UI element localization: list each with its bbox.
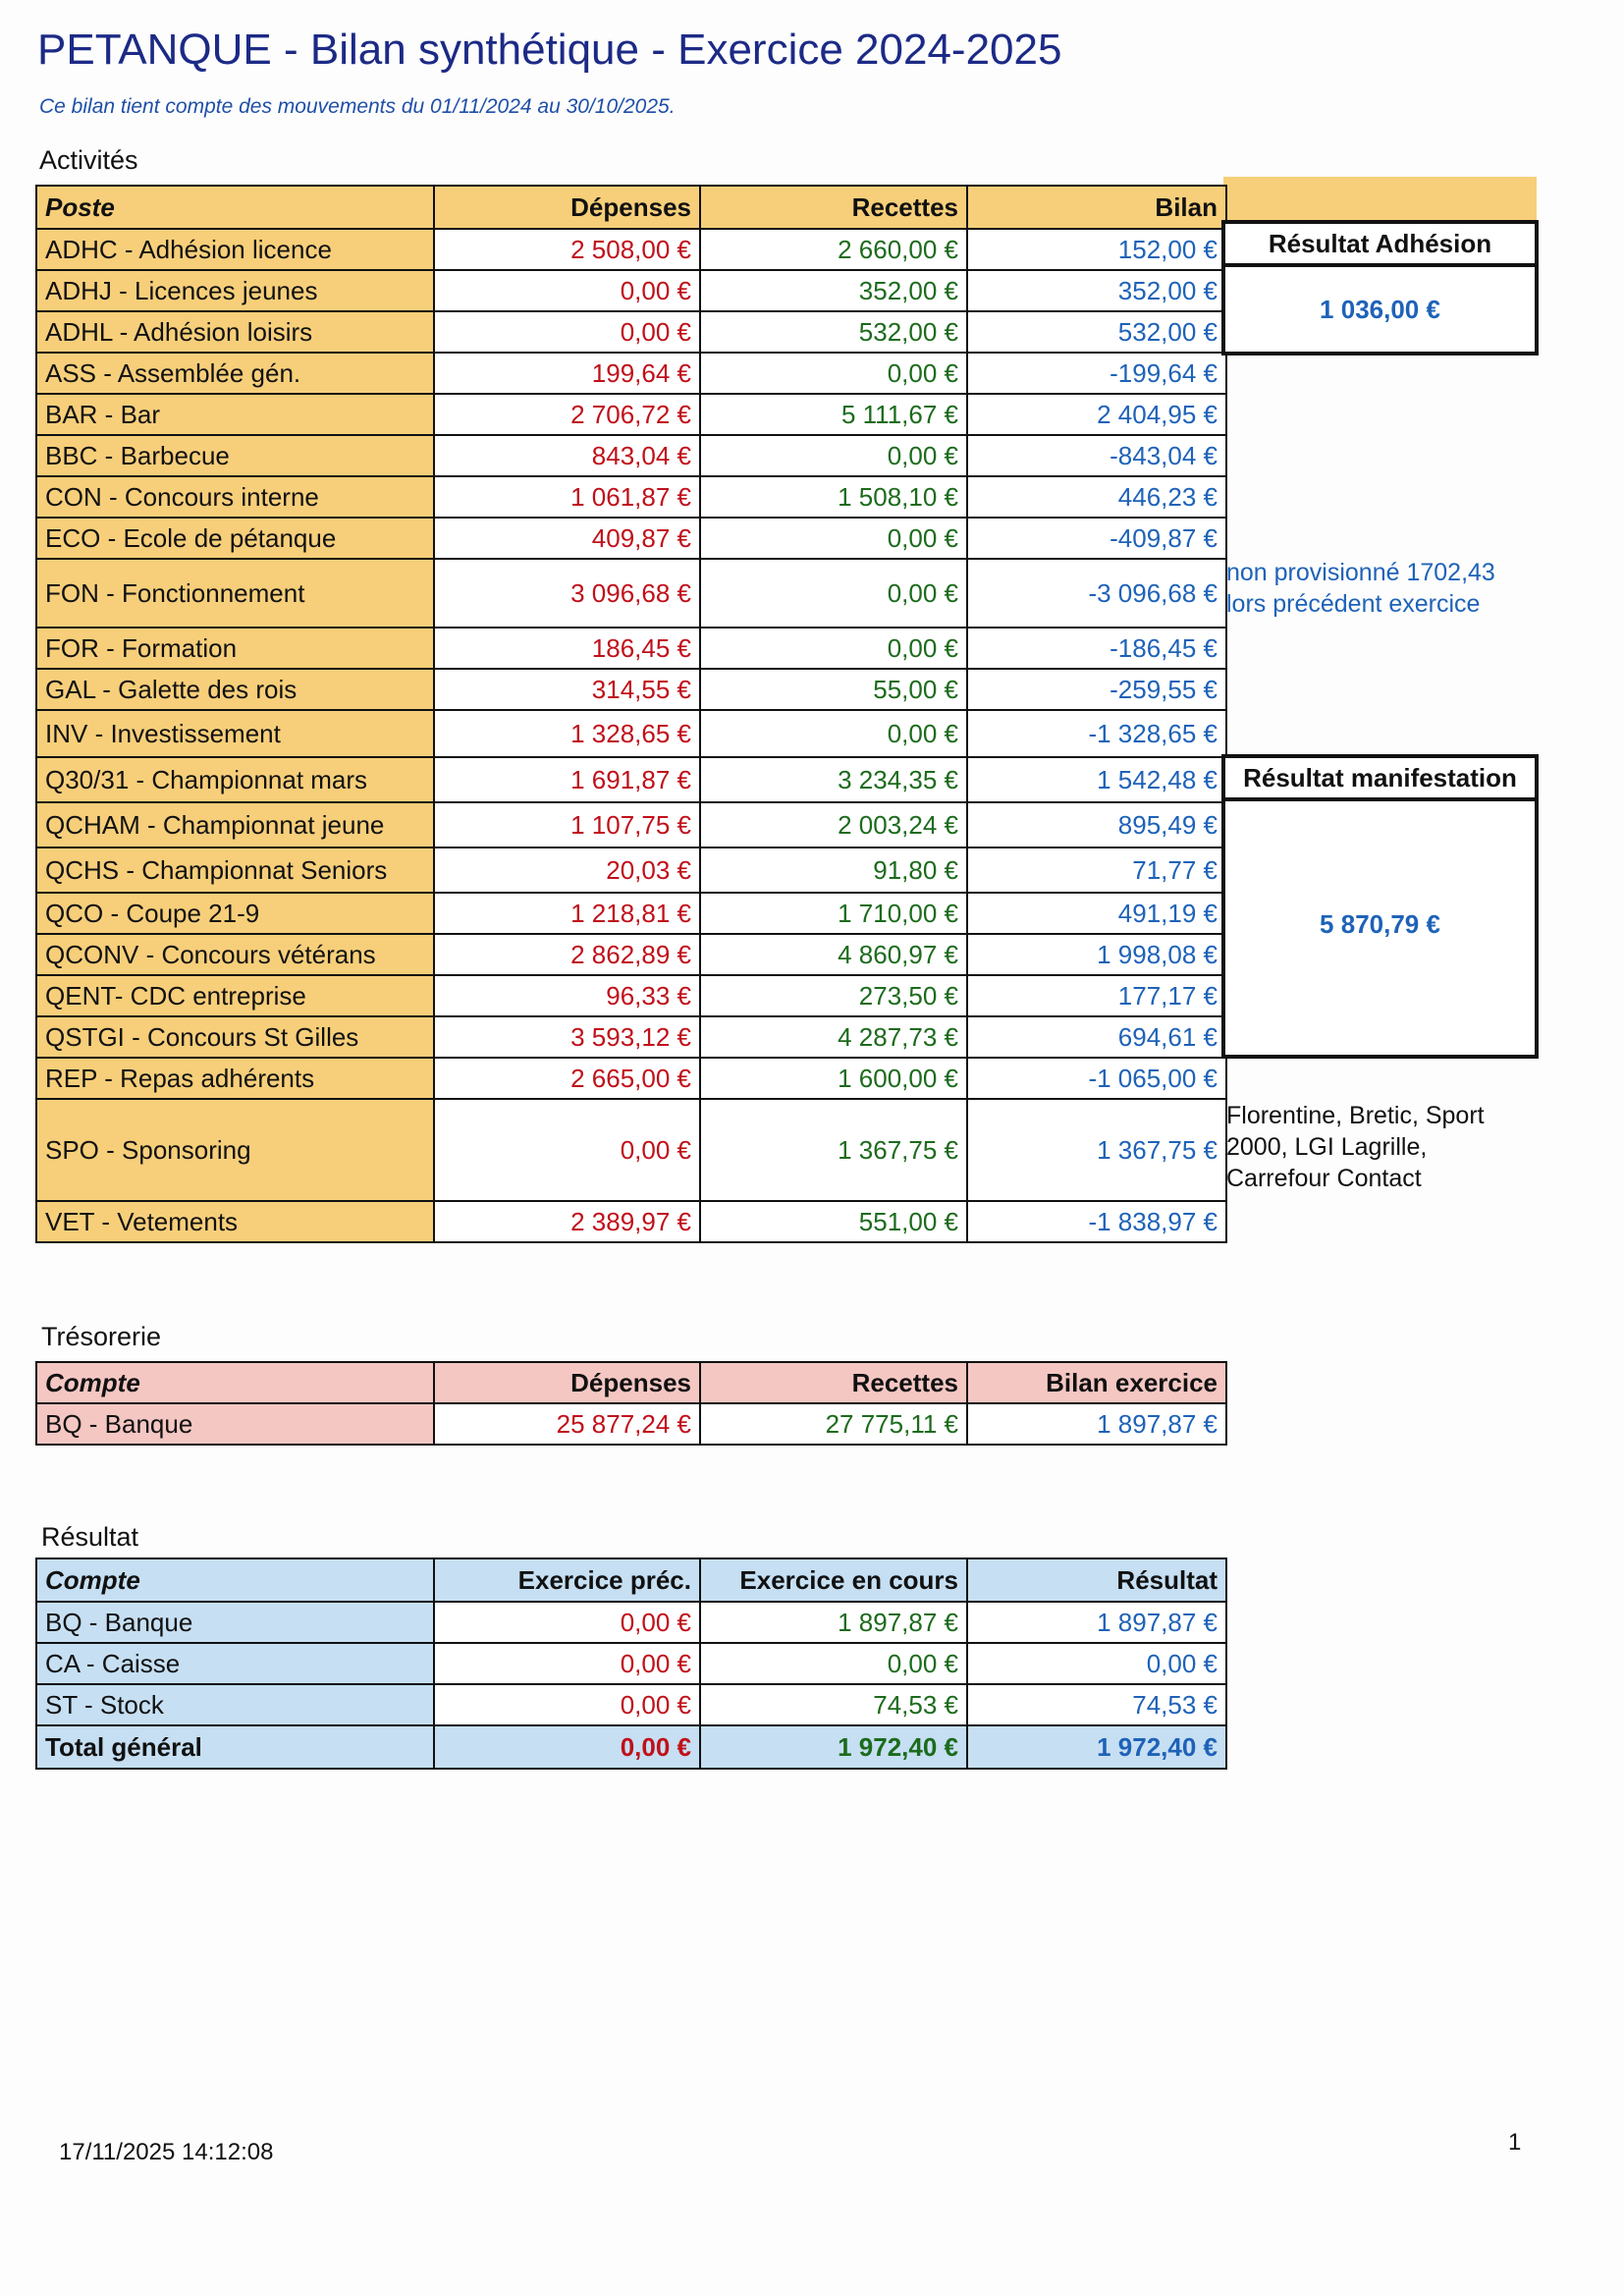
poste-cell: FON - Fonctionnement (36, 559, 434, 628)
poste-cell: BAR - Bar (36, 394, 434, 435)
table-row (36, 1684, 1226, 1725)
table-row (36, 1201, 1226, 1242)
table-row (36, 1643, 1226, 1684)
compte-cell: BQ - Banque (36, 1602, 434, 1643)
total-row (36, 1725, 1226, 1769)
compte-cell: ST - Stock (36, 1684, 434, 1725)
table-row (36, 1602, 1226, 1643)
section-label-tresorerie: Trésorerie (41, 1322, 162, 1351)
recettes-cell: 0,00 € (700, 353, 967, 394)
depenses-cell: 2 508,00 € (434, 229, 700, 270)
resultat-manifestation-box (1221, 754, 1539, 1059)
bilan-cell: 1 367,75 € (967, 1099, 1226, 1201)
table-row (36, 476, 1226, 518)
bilan-cell: 532,00 € (967, 311, 1226, 353)
recettes-cell: 532,00 € (700, 311, 967, 353)
depenses-cell: 0,00 € (434, 270, 700, 311)
page-subtitle: Ce bilan tient compte des mouvements du 01/11/2024 au 30/10/2025. (39, 95, 676, 118)
table-row (36, 1099, 1226, 1201)
exercice-prec-cell: 0,00 € (434, 1643, 700, 1684)
depenses-cell: 96,33 € (434, 975, 700, 1016)
table-row (36, 1403, 1226, 1445)
page-title: PETANQUE - Bilan synthétique - Exercice 2024-2025 (37, 26, 1062, 74)
depenses-cell: 0,00 € (434, 311, 700, 353)
resultat-table (35, 1557, 1227, 1770)
column-header-exercice-en-cours: Exercice en cours (700, 1558, 967, 1602)
tresorerie-table (35, 1361, 1227, 1446)
recettes-cell: 0,00 € (700, 559, 967, 628)
resultat-adhesion-box (1221, 220, 1539, 355)
depenses-cell: 1 328,65 € (434, 710, 700, 757)
exercice-cours-cell: 74,53 € (700, 1684, 967, 1725)
bilan-cell: -3 096,68 € (967, 559, 1226, 628)
bilan-cell: -1 838,97 € (967, 1201, 1226, 1242)
bilan-cell: -259,55 € (967, 669, 1226, 710)
column-header-bilan: Bilan (967, 186, 1226, 229)
bilan-cell: 2 404,95 € (967, 394, 1226, 435)
bilan-cell: 177,17 € (967, 975, 1226, 1016)
table-row (36, 311, 1226, 353)
recettes-cell: 4 860,97 € (700, 934, 967, 975)
poste-cell: QCHAM - Championnat jeune (36, 802, 434, 847)
depenses-cell: 1 107,75 € (434, 802, 700, 847)
exercice-cours-cell: 0,00 € (700, 1643, 967, 1684)
recettes-cell: 55,00 € (700, 669, 967, 710)
poste-cell: QCONV - Concours vétérans (36, 934, 434, 975)
recettes-cell: 1 600,00 € (700, 1058, 967, 1099)
recettes-cell: 0,00 € (700, 435, 967, 476)
column-header-depenses: Dépenses (434, 1362, 700, 1403)
poste-cell: GAL - Galette des rois (36, 669, 434, 710)
recettes-cell: 5 111,67 € (700, 394, 967, 435)
recettes-cell: 27 775,11 € (700, 1403, 967, 1445)
table-row (36, 669, 1226, 710)
poste-cell: ADHC - Adhésion licence (36, 229, 434, 270)
column-header-compte: Compte (36, 1558, 434, 1602)
depenses-cell: 314,55 € (434, 669, 700, 710)
table-row (36, 628, 1226, 669)
recettes-cell: 273,50 € (700, 975, 967, 1016)
depenses-cell: 843,04 € (434, 435, 700, 476)
section-label-activites: Activités (39, 145, 138, 175)
table-row (36, 353, 1226, 394)
table-row (36, 757, 1226, 802)
poste-cell: REP - Repas adhérents (36, 1058, 434, 1099)
depenses-cell: 186,45 € (434, 628, 700, 669)
total-exercice-cours: 1 972,40 € (700, 1725, 967, 1769)
bilan-cell: 491,19 € (967, 893, 1226, 934)
activites-table (35, 185, 1227, 1243)
bilan-cell: 1 998,08 € (967, 934, 1226, 975)
column-header-depenses: Dépenses (434, 186, 700, 229)
table-row (36, 934, 1226, 975)
bilan-cell: 694,61 € (967, 1016, 1226, 1058)
poste-cell: QCO - Coupe 21-9 (36, 893, 434, 934)
table-row (36, 1016, 1226, 1058)
total-exercice-prec: 0,00 € (434, 1725, 700, 1769)
depenses-cell: 2 389,97 € (434, 1201, 700, 1242)
table-row (36, 518, 1226, 559)
depenses-cell: 1 061,87 € (434, 476, 700, 518)
compte-cell: BQ - Banque (36, 1403, 434, 1445)
column-header-compte: Compte (36, 1362, 434, 1403)
recettes-cell: 551,00 € (700, 1201, 967, 1242)
depenses-cell: 199,64 € (434, 353, 700, 394)
poste-cell: VET - Vetements (36, 1201, 434, 1242)
resultat-cell: 1 897,87 € (967, 1602, 1226, 1643)
bilan-cell: 71,77 € (967, 847, 1226, 893)
bilan-cell: -1 328,65 € (967, 710, 1226, 757)
section-label-resultat: Résultat (41, 1522, 139, 1552)
resultat-cell: 74,53 € (967, 1684, 1226, 1725)
column-header-exercice-prec: Exercice préc. (434, 1558, 700, 1602)
depenses-cell: 409,87 € (434, 518, 700, 559)
recettes-cell: 1 710,00 € (700, 893, 967, 934)
bilan-cell: 446,23 € (967, 476, 1226, 518)
table-row (36, 847, 1226, 893)
bilan-cell: 1 897,87 € (967, 1403, 1226, 1445)
resultat-adhesion-value: 1 036,00 € (1320, 295, 1440, 324)
recettes-cell: 0,00 € (700, 518, 967, 559)
bilan-cell: 895,49 € (967, 802, 1226, 847)
poste-cell: BBC - Barbecue (36, 435, 434, 476)
recettes-cell: 2 660,00 € (700, 229, 967, 270)
bilan-cell: 152,00 € (967, 229, 1226, 270)
table-row (36, 975, 1226, 1016)
recettes-cell: 4 287,73 € (700, 1016, 967, 1058)
header-extension (1223, 177, 1537, 222)
depenses-cell: 1 218,81 € (434, 893, 700, 934)
table-row (36, 559, 1226, 628)
table-row (36, 394, 1226, 435)
column-header-bilan-exercice: Bilan exercice (967, 1362, 1226, 1403)
bilan-cell: -199,64 € (967, 353, 1226, 394)
recettes-cell: 352,00 € (700, 270, 967, 311)
table-header-row (36, 1558, 1226, 1602)
table-row (36, 710, 1226, 757)
recettes-cell: 0,00 € (700, 710, 967, 757)
table-row (36, 1058, 1226, 1099)
poste-cell: ECO - Ecole de pétanque (36, 518, 434, 559)
table-header-row (36, 186, 1226, 229)
poste-cell: QCHS - Championnat Seniors (36, 847, 434, 893)
poste-cell: QSTGI - Concours St Gilles (36, 1016, 434, 1058)
depenses-cell: 25 877,24 € (434, 1403, 700, 1445)
recettes-cell: 1 508,10 € (700, 476, 967, 518)
poste-cell: ADHL - Adhésion loisirs (36, 311, 434, 353)
recettes-cell: 1 367,75 € (700, 1099, 967, 1201)
depenses-cell: 20,03 € (434, 847, 700, 893)
total-label: Total général (36, 1725, 434, 1769)
depenses-cell: 2 862,89 € (434, 934, 700, 975)
note-sponsoring: Florentine, Bretic, Sport 2000, LGI Lagrille, Carrefour Contact (1226, 1102, 1485, 1192)
poste-cell: QENT- CDC entreprise (36, 975, 434, 1016)
table-row (36, 802, 1226, 847)
resultat-manifestation-value: 5 870,79 € (1320, 909, 1440, 939)
depenses-cell: 2 665,00 € (434, 1058, 700, 1099)
total-resultat: 1 972,40 € (967, 1725, 1226, 1769)
column-header-resultat: Résultat (967, 1558, 1226, 1602)
depenses-cell: 3 096,68 € (434, 559, 700, 628)
depenses-cell: 2 706,72 € (434, 394, 700, 435)
column-header-recettes: Recettes (700, 186, 967, 229)
table-row (36, 435, 1226, 476)
poste-cell: INV - Investissement (36, 710, 434, 757)
poste-cell: CON - Concours interne (36, 476, 434, 518)
compte-cell: CA - Caisse (36, 1643, 434, 1684)
poste-cell: ADHJ - Licences jeunes (36, 270, 434, 311)
table-row (36, 270, 1226, 311)
bilan-cell: 1 542,48 € (967, 757, 1226, 802)
recettes-cell: 91,80 € (700, 847, 967, 893)
exercice-prec-cell: 0,00 € (434, 1684, 700, 1725)
poste-cell: FOR - Formation (36, 628, 434, 669)
bilan-cell: 352,00 € (967, 270, 1226, 311)
bilan-cell: -186,45 € (967, 628, 1226, 669)
page-number: 1 (1508, 2129, 1522, 2156)
depenses-cell: 3 593,12 € (434, 1016, 700, 1058)
table-row (36, 893, 1226, 934)
poste-cell: SPO - Sponsoring (36, 1099, 434, 1201)
recettes-cell: 2 003,24 € (700, 802, 967, 847)
poste-cell: Q30/31 - Championnat mars (36, 757, 434, 802)
depenses-cell: 0,00 € (434, 1099, 700, 1201)
resultat-cell: 0,00 € (967, 1643, 1226, 1684)
column-header-poste: Poste (36, 186, 434, 229)
poste-cell: ASS - Assemblée gén. (36, 353, 434, 394)
resultat-manifestation-label: Résultat manifestation (1225, 758, 1535, 801)
recettes-cell: 0,00 € (700, 628, 967, 669)
exercice-prec-cell: 0,00 € (434, 1602, 700, 1643)
depenses-cell: 1 691,87 € (434, 757, 700, 802)
bilan-cell: -843,04 € (967, 435, 1226, 476)
bilan-cell: -1 065,00 € (967, 1058, 1226, 1099)
table-header-row (36, 1362, 1226, 1403)
print-timestamp: 17/11/2025 14:12:08 (59, 2139, 274, 2165)
resultat-adhesion-label: Résultat Adhésion (1225, 224, 1535, 267)
bilan-cell: -409,87 € (967, 518, 1226, 559)
table-row (36, 229, 1226, 270)
note-fonctionnement: non provisionné 1702,43 lors précédent exercice (1226, 559, 1495, 618)
exercice-cours-cell: 1 897,87 € (700, 1602, 967, 1643)
column-header-recettes: Recettes (700, 1362, 967, 1403)
recettes-cell: 3 234,35 € (700, 757, 967, 802)
